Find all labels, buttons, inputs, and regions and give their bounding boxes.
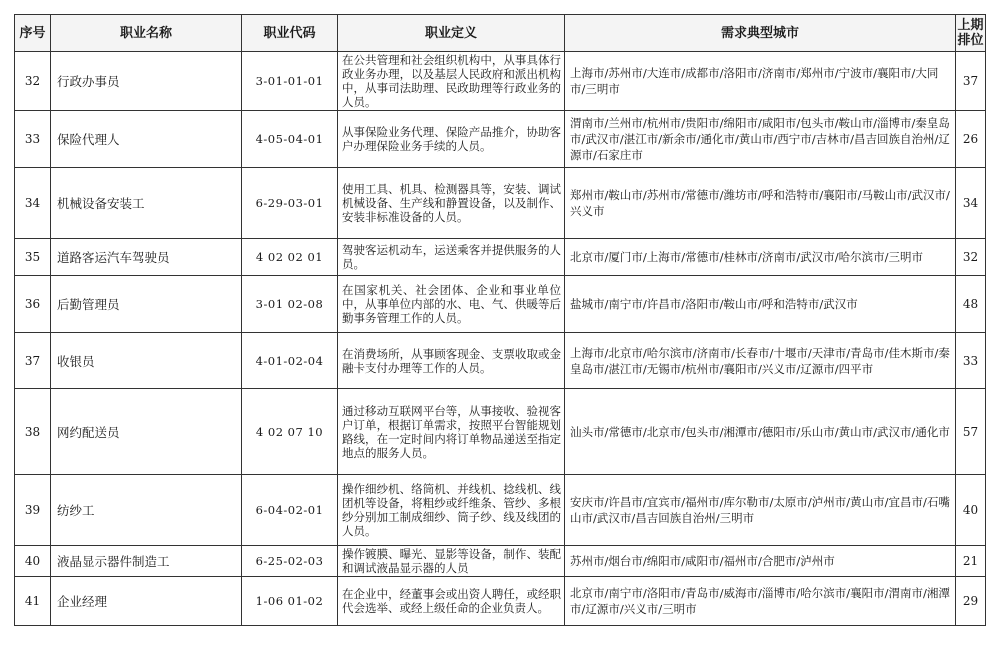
row-occupation-name: 保险代理人 bbox=[51, 111, 242, 168]
row-typical-cities: 盐城市/南宁市/许昌市/洛阳市/鞍山市/呼和浩特市/武汉市 bbox=[565, 276, 956, 333]
row-occupation-definition: 操作细纱机、络筒机、并线机、捻线机、线团机等设备，将粗纱或纤维条、管纱、多根纱分别加工制成细纱、筒子纱、线及线团的人员。 bbox=[338, 475, 565, 546]
row-occupation-name: 纺纱工 bbox=[51, 475, 242, 546]
row-previous-rank: 48 bbox=[956, 276, 986, 333]
row-index: 34 bbox=[15, 168, 51, 239]
row-typical-cities: 苏州市/烟台市/绵阳市/咸阳市/福州市/合肥市/泸州市 bbox=[565, 546, 956, 577]
row-typical-cities: 北京市/南宁市/洛阳市/青岛市/威海市/淄博市/哈尔滨市/襄阳市/渭南市/湘潭市/辽源市/兴义市/三明市 bbox=[565, 577, 956, 626]
table-row bbox=[15, 111, 986, 168]
row-index: 35 bbox=[15, 239, 51, 276]
row-occupation-definition: 在消费场所，从事顾客现金、支票收取或金融卡支付办理等工作的人员。 bbox=[338, 333, 565, 389]
row-occupation-name: 液晶显示器件制造工 bbox=[51, 546, 242, 577]
row-occupation-definition: 通过移动互联网平台等，从事接收、验视客户订单，根据订单需求，按照平台智能规划路线，在一定时间内将订单物品递送至指定地点的服务人员。 bbox=[338, 389, 565, 475]
row-occupation-definition: 在国家机关、社会团体、企业和事业单位中，从事单位内部的水、电、气、供暖等后勤事务管理工作的人员。 bbox=[338, 276, 565, 333]
row-typical-cities: 安庆市/许昌市/宜宾市/福州市/库尔勒市/太原市/泸州市/黄山市/宜昌市/石嘴山市/武汉市/昌吉回族自治州/三明市 bbox=[565, 475, 956, 546]
row-occupation-name: 企业经理 bbox=[51, 577, 242, 626]
row-previous-rank: 32 bbox=[956, 239, 986, 276]
row-typical-cities: 渭南市/兰州市/杭州市/贵阳市/绵阳市/咸阳市/包头市/鞍山市/淄博市/秦皇岛市/武汉市/湛江市/新余市/通化市/黄山市/西宁市/吉林市/昌吉回族自治州/辽源市/石家庄市 bbox=[565, 111, 956, 168]
table-row bbox=[15, 475, 986, 546]
header-previous-rank: 上期排位 bbox=[956, 15, 986, 52]
table-row bbox=[15, 239, 986, 276]
row-occupation-name: 机械设备安装工 bbox=[51, 168, 242, 239]
table-row bbox=[15, 546, 986, 577]
row-occupation-code: 1-06 01-02 bbox=[242, 577, 338, 626]
row-previous-rank: 37 bbox=[956, 52, 986, 111]
row-occupation-name: 后勤管理员 bbox=[51, 276, 242, 333]
row-occupation-code: 6-29-03-01 bbox=[242, 168, 338, 239]
table-row bbox=[15, 333, 986, 389]
row-occupation-code: 6-04-02-01 bbox=[242, 475, 338, 546]
table-row bbox=[15, 389, 986, 475]
row-previous-rank: 57 bbox=[956, 389, 986, 475]
row-index: 37 bbox=[15, 333, 51, 389]
row-previous-rank: 21 bbox=[956, 546, 986, 577]
table-row bbox=[15, 168, 986, 239]
table-row bbox=[15, 276, 986, 333]
row-occupation-definition: 从事保险业务代理、保险产品推介，协助客户办理保险业务手续的人员。 bbox=[338, 111, 565, 168]
row-occupation-name: 道路客运汽车驾驶员 bbox=[51, 239, 242, 276]
row-previous-rank: 34 bbox=[956, 168, 986, 239]
row-occupation-name: 网约配送员 bbox=[51, 389, 242, 475]
row-typical-cities: 上海市/北京市/哈尔滨市/济南市/长春市/十堰市/天津市/青岛市/佳木斯市/秦皇岛市/湛江市/无锡市/杭州市/襄阳市/兴义市/辽源市/四平市 bbox=[565, 333, 956, 389]
row-occupation-code: 3-01 02-08 bbox=[242, 276, 338, 333]
row-occupation-name: 行政办事员 bbox=[51, 52, 242, 111]
row-index: 40 bbox=[15, 546, 51, 577]
occupation-demand-table bbox=[14, 14, 986, 626]
row-index: 39 bbox=[15, 475, 51, 546]
row-index: 33 bbox=[15, 111, 51, 168]
row-typical-cities: 汕头市/常德市/北京市/包头市/湘潭市/德阳市/乐山市/黄山市/武汉市/通化市 bbox=[565, 389, 956, 475]
table-row bbox=[15, 52, 986, 111]
row-previous-rank: 33 bbox=[956, 333, 986, 389]
row-occupation-code: 3-01-01-01 bbox=[242, 52, 338, 111]
row-index: 32 bbox=[15, 52, 51, 111]
header-occupation-code: 职业代码 bbox=[242, 15, 338, 52]
row-occupation-definition: 在企业中，经董事会或出资人聘任，或经职代会选举、或经上级任命的企业负责人。 bbox=[338, 577, 565, 626]
header-occupation-definition: 职业定义 bbox=[338, 15, 565, 52]
row-occupation-definition: 驾驶客运机动车，运送乘客并提供服务的人员。 bbox=[338, 239, 565, 276]
header-typical-cities: 需求典型城市 bbox=[565, 15, 956, 52]
row-typical-cities: 上海市/苏州市/大连市/成都市/洛阳市/济南市/郑州市/宁波市/襄阳市/大同市/三明市 bbox=[565, 52, 956, 111]
header-occupation-name: 职业名称 bbox=[51, 15, 242, 52]
row-occupation-definition: 操作镀膜、曝光、显影等设备，制作、装配和调试液晶显示器的人员 bbox=[338, 546, 565, 577]
row-occupation-code: 6-25-02-03 bbox=[242, 546, 338, 577]
header-index: 序号 bbox=[15, 15, 51, 52]
row-occupation-code: 4 02 07 10 bbox=[242, 389, 338, 475]
row-typical-cities: 北京市/厦门市/上海市/常德市/桂林市/济南市/武汉市/哈尔滨市/三明市 bbox=[565, 239, 956, 276]
row-previous-rank: 29 bbox=[956, 577, 986, 626]
row-occupation-name: 收银员 bbox=[51, 333, 242, 389]
table-row bbox=[15, 577, 986, 626]
table-header-row bbox=[15, 15, 986, 52]
row-occupation-code: 4-05-04-01 bbox=[242, 111, 338, 168]
row-index: 38 bbox=[15, 389, 51, 475]
row-index: 36 bbox=[15, 276, 51, 333]
row-occupation-code: 4-01-02-04 bbox=[242, 333, 338, 389]
row-previous-rank: 26 bbox=[956, 111, 986, 168]
row-occupation-definition: 在公共管理和社会组织机构中，从事具体行政业务办理，以及基层人民政府和派出机构中，从事司法助理、民政助理等行政业务的人员。 bbox=[338, 52, 565, 111]
row-typical-cities: 郑州市/鞍山市/苏州市/常德市/潍坊市/呼和浩特市/襄阳市/马鞍山市/武汉市/兴义市 bbox=[565, 168, 956, 239]
row-occupation-code: 4 02 02 01 bbox=[242, 239, 338, 276]
row-previous-rank: 40 bbox=[956, 475, 986, 546]
row-index: 41 bbox=[15, 577, 51, 626]
row-occupation-definition: 使用工具、机具、检测器具等，安装、调试机械设备、生产线和静置设备，以及制作、安装非标准设备的人员。 bbox=[338, 168, 565, 239]
